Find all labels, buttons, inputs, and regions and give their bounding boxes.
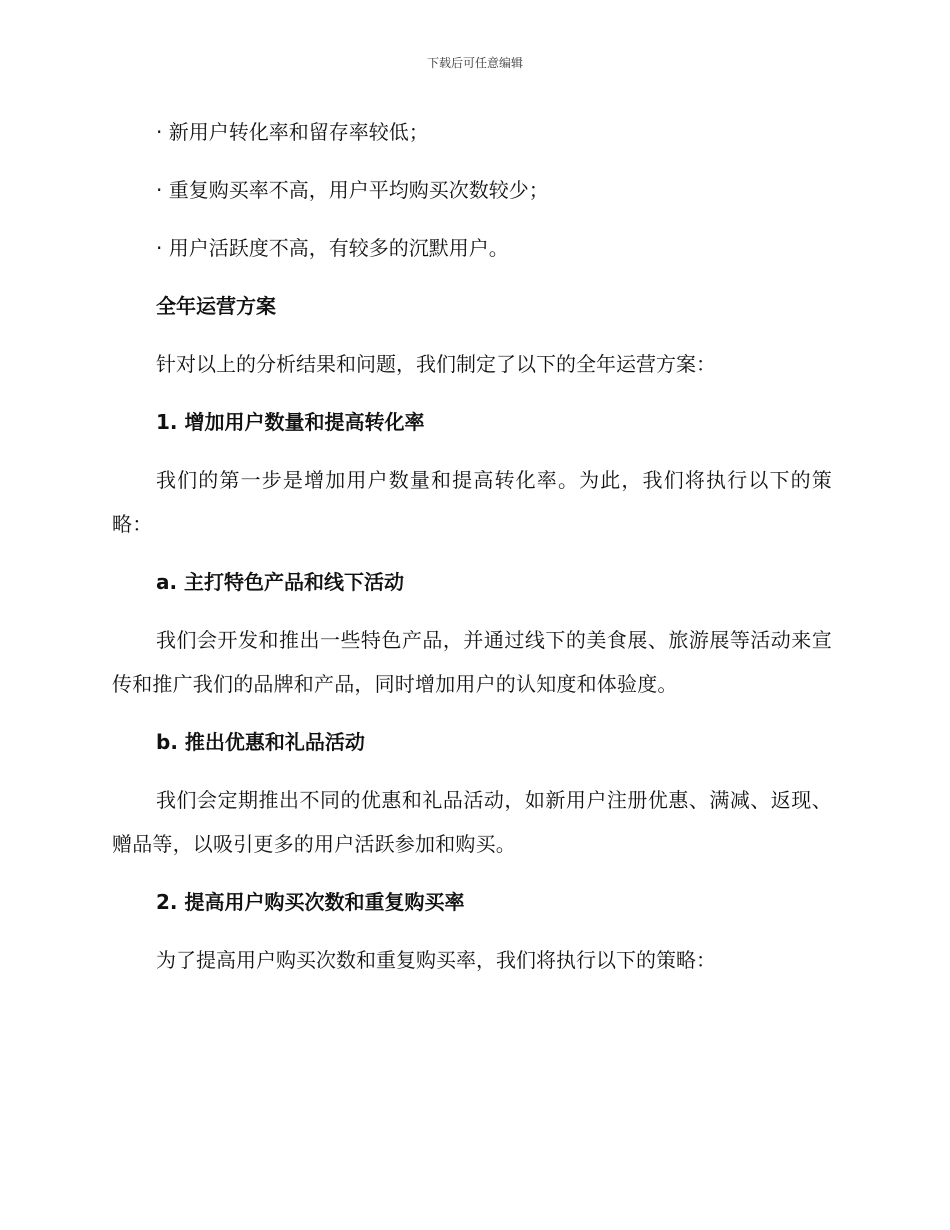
bullet-item: · 重复购买率不高，用户平均购买次数较少； (156, 178, 549, 202)
header-note: 下载后可任意编辑 (426, 56, 523, 70)
heading-step-1b: b. 推出优惠和礼品活动 (156, 730, 365, 754)
paragraph-step-1b: 我们会定期推出不同的优惠和礼品活动，如新用户注册优惠、满减、返现、赠品等，以吸引更多的用户活跃参加和购买。 (112, 788, 832, 856)
heading-step-1: 1. 增加用户数量和提高转化率 (156, 410, 425, 434)
heading-step-2: 2. 提高用户购买次数和重复购买率 (156, 890, 465, 914)
heading-step-1a: a. 主打特色产品和线下活动 (156, 570, 405, 594)
intro-paragraph: 针对以上的分析结果和问题，我们制定了以下的全年运营方案： (156, 352, 716, 376)
paragraph-step-1a: 我们会开发和推出一些特色产品，并通过线下的美食展、旅游展等活动来宣传和推广我们的品牌和产品，同时增加用户的认知度和体验度。 (112, 628, 832, 696)
bullet-item: · 用户活跃度不高，有较多的沉默用户。 (156, 236, 509, 260)
section-title: 全年运营方案 (156, 294, 276, 318)
paragraph-step-2: 为了提高用户购买次数和重复购买率，我们将执行以下的策略： (156, 948, 716, 972)
paragraph-step-1: 我们的第一步是增加用户数量和提高转化率。为此，我们将执行以下的策略： (112, 468, 832, 536)
document-body (112, 110, 832, 996)
bullet-item: · 新用户转化率和留存率较低； (156, 120, 429, 144)
